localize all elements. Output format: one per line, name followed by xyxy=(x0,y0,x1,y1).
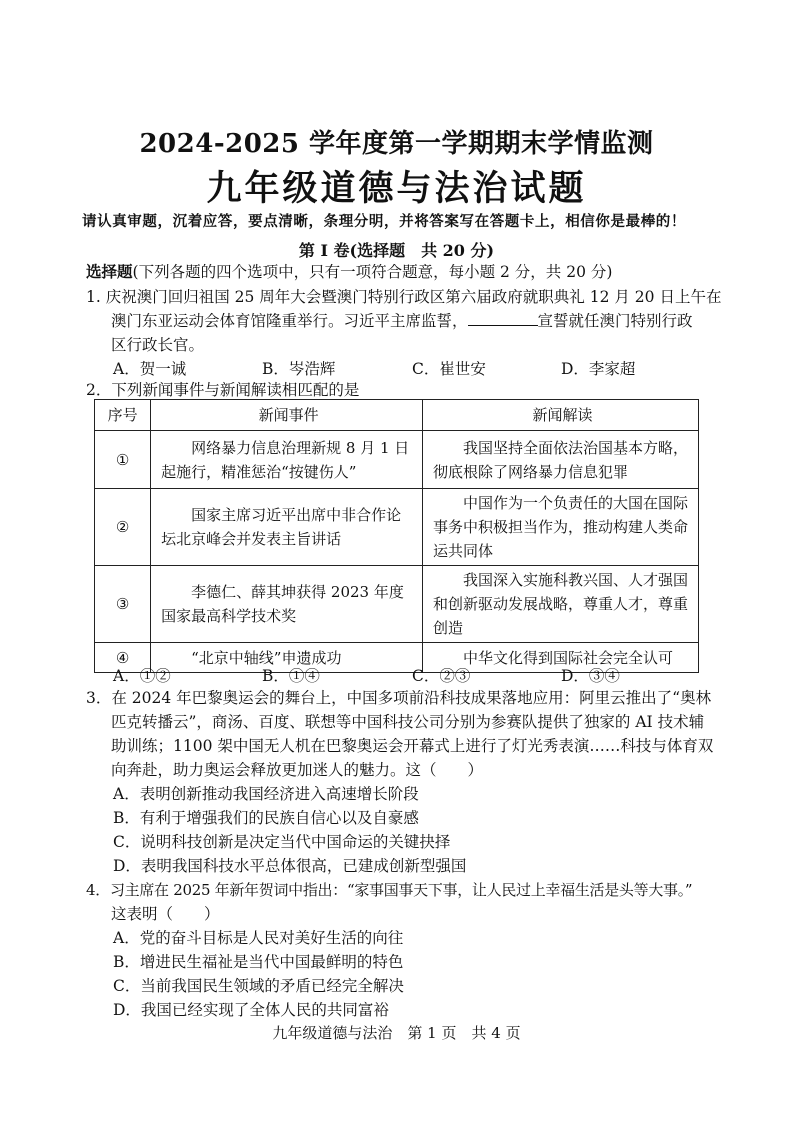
row-event: “北京中轴线”申遗成功 xyxy=(151,643,423,673)
q1-option-c: C．崔世安 xyxy=(412,360,486,378)
header-reading: 新闻解读 xyxy=(423,400,699,431)
page-footer: 九年级道德与法治 第 1 页 共 4 页 xyxy=(272,1024,521,1042)
row-reading: 我国深入实施科教兴国、人才强国和创新驱动发展战略，尊重人才，尊重创造 xyxy=(423,566,699,643)
q1-line1: 1. 庆祝澳门回归祖国 25 周年大会暨澳门特别行政区第六届政府就职典礼 12 月 20 日上午在 xyxy=(86,288,722,306)
q2-option-c: C．②③ xyxy=(412,667,471,685)
q3-option-a: A．表明创新推动我国经济进入高速增长阶段 xyxy=(113,785,419,803)
q4-line2: 这表明（ ） xyxy=(111,905,220,923)
section-heading: 第 I 卷(选择题 共 20 分) xyxy=(298,241,495,260)
q4-option-d: D．我国已经实现了全体人民的共同富裕 xyxy=(113,1001,389,1019)
q2-option-d: D．③④ xyxy=(561,667,620,685)
q1-line2 xyxy=(111,309,693,333)
row-event: 网络暴力信息治理新规 8 月 1 日起施行，精准惩治“按键伤人” xyxy=(151,431,423,489)
q3-option-c: C．说明科技创新是决定当代中国命运的关键抉择 xyxy=(113,833,451,851)
q3-line1: 3．在 2024 年巴黎奥运会的舞台上，中国多项前沿科技成果落地应用：阿里云推出了“奥林 xyxy=(86,689,712,707)
q1-line2-text: 澳门东亚运动会体育馆隆重举行。习近平主席监誓， xyxy=(111,312,468,330)
q4-line1: 4．习主席在 2025 年新年贺词中指出：“家事国事天下事，让人民过上幸福生活是头等大事。” xyxy=(86,881,693,899)
header-event: 新闻事件 xyxy=(151,400,423,431)
row-reading: 我国坚持全面依法治国基本方略，彻底根除了网络暴力信息犯罪 xyxy=(423,431,699,489)
q4-option-a: A．党的奋斗目标是人民对美好生活的向往 xyxy=(113,929,404,947)
choice-intro xyxy=(86,260,612,284)
news-table-header xyxy=(95,400,699,431)
choice-intro-text: (下列各题的四个选项中，只有一项符合题意，每小题 2 分，共 20 分) xyxy=(132,263,613,281)
q2-stem: 2．下列新闻事件与新闻解读相匹配的是 xyxy=(86,381,360,399)
q3-option-b: B．有利于增强我们的民族自信心以及自豪感 xyxy=(113,809,419,827)
exam-period-title: 2024-2025 学年度第一学期期末学情监测 xyxy=(139,129,654,159)
row-number: ④ xyxy=(95,643,151,673)
row-event: 李德仁、薛其坤获得 2023 年度国家最高科学技术奖 xyxy=(151,566,423,643)
q1-option-b: B．岑浩辉 xyxy=(262,360,336,378)
row-event: 国家主席习近平出席中非合作论坛北京峰会并发表主旨讲话 xyxy=(151,489,423,566)
q3-line4: 向奔赴，助力奥运会释放更加迷人的魅力。这（ ） xyxy=(111,761,484,779)
q2-option-b: B．①④ xyxy=(262,667,320,685)
header-number: 序号 xyxy=(95,400,151,431)
q1-line3: 区行政长官。 xyxy=(111,336,205,354)
row-reading: 中华文化得到国际社会完全认可 xyxy=(423,643,699,673)
q3-line2: 匹克转播云”，商汤、百度、联想等中国科技公司分别为参赛队提供了独家的 AI 技术辅 xyxy=(111,713,705,731)
table-row xyxy=(95,489,699,566)
q4-option-b: B．增进民生福祉是当代中国最鲜明的特色 xyxy=(113,953,404,971)
row-number: ① xyxy=(95,431,151,489)
q4-option-c: C．当前我国民生领域的矛盾已经完全解决 xyxy=(113,977,404,995)
q1-answer-blank xyxy=(468,310,538,326)
table-row xyxy=(95,431,699,489)
row-number: ② xyxy=(95,489,151,566)
q2-option-a: A．①② xyxy=(113,667,171,685)
news-table xyxy=(94,399,699,673)
choice-intro-label: 选择题 xyxy=(86,262,133,281)
q1-option-a: A．贺一诚 xyxy=(113,360,187,378)
q1-option-d: D．李家超 xyxy=(561,360,636,378)
table-row xyxy=(95,566,699,643)
row-reading: 中国作为一个负责任的大国在国际事务中积极担当作为，推动构建人类命运共同体 xyxy=(423,489,699,566)
exam-subject-title: 九年级道德与法治试题 xyxy=(206,168,587,209)
exam-notice: 请认真审题，沉着应答，要点清晰，条理分明，并将答案写在答题卡上，相信你是最棒的！ xyxy=(82,213,686,230)
q3-option-d: D．表明我国科技水平总体很高，已建成创新型强国 xyxy=(113,857,467,875)
q3-line3: 助训练；1100 架中国无人机在巴黎奥运会开幕式上进行了灯光秀表演……科技与体育双 xyxy=(111,737,714,755)
row-number: ③ xyxy=(95,566,151,643)
q1-line2-tail: 宣誓就任澳门特别行政 xyxy=(537,312,693,330)
